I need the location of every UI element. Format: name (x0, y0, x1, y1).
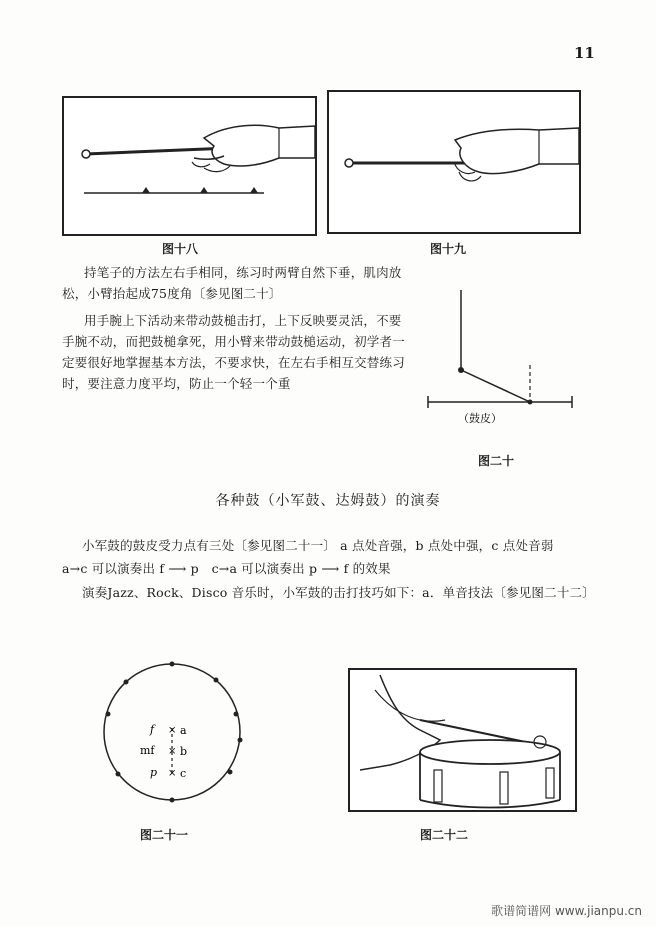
label-b: b (180, 745, 188, 758)
label-f: f (150, 723, 155, 736)
figure-22-frame (348, 668, 577, 812)
body-line-1: 小军鼓的鼓皮受力点有三处〔参见图二十一〕 a 点处音强，b 点处中强，c 点处音弱 (82, 538, 554, 553)
figure-19-caption: 图十九 (430, 242, 467, 256)
figure-19-frame (327, 90, 581, 234)
figure-22-caption: 图二十二 (420, 828, 469, 842)
figure-20-caption: 图二十 (478, 454, 515, 468)
figure-21-caption: 图二十一 (140, 828, 189, 842)
figure-22-illustration (350, 670, 575, 810)
body-line-2: a→c 可以演奏出 f ⟶ p c→a 可以演奏出 p ⟶ f 的效果 (62, 561, 391, 576)
paragraph-2: 用手腕上下活动来带动鼓槌击打，上下反映要灵活，不要手腕不动，而把鼓槌拿死，用小臂来带动鼓槌运动，初学者一定要很好地掌握基本方法，不要求快，在左右手相互交替练习时，要注意力度平均，防止一个轻一个重 (62, 313, 405, 391)
figure-21-diagram (100, 658, 250, 808)
watermark: 歌谱简谱网 www.jianpu.cn (491, 904, 642, 918)
point-c-marker: × (168, 768, 177, 779)
figure-18-frame (62, 96, 317, 236)
point-b-marker: × (168, 746, 177, 757)
drumhead-label: （鼓皮） (458, 412, 502, 425)
point-a-marker: × (168, 725, 177, 736)
label-mf: mf (140, 744, 155, 757)
figure-19-illustration (329, 92, 579, 232)
section-title: 各种鼓（小军鼓、达姆鼓）的演奏 (215, 493, 441, 509)
figure-18-illustration (64, 98, 315, 234)
page-number: 11 (574, 44, 595, 62)
label-c: c (180, 767, 187, 780)
paragraph-1: 持笔子的方法左右手相同，练习时两臂自然下垂，肌肉放松，小臂抬起成75度角〔参见图二十〕 (62, 265, 402, 301)
figure-20-diagram (420, 280, 580, 430)
label-a: a (180, 724, 187, 737)
figure-18-caption: 图十八 (162, 242, 199, 256)
body-line-3: 演奏Jazz、Rock、Disco 音乐时，小军鼓的击打技巧如下：a．单音技法〔参见图二十二〕 (82, 585, 595, 600)
label-p: p (150, 766, 158, 779)
